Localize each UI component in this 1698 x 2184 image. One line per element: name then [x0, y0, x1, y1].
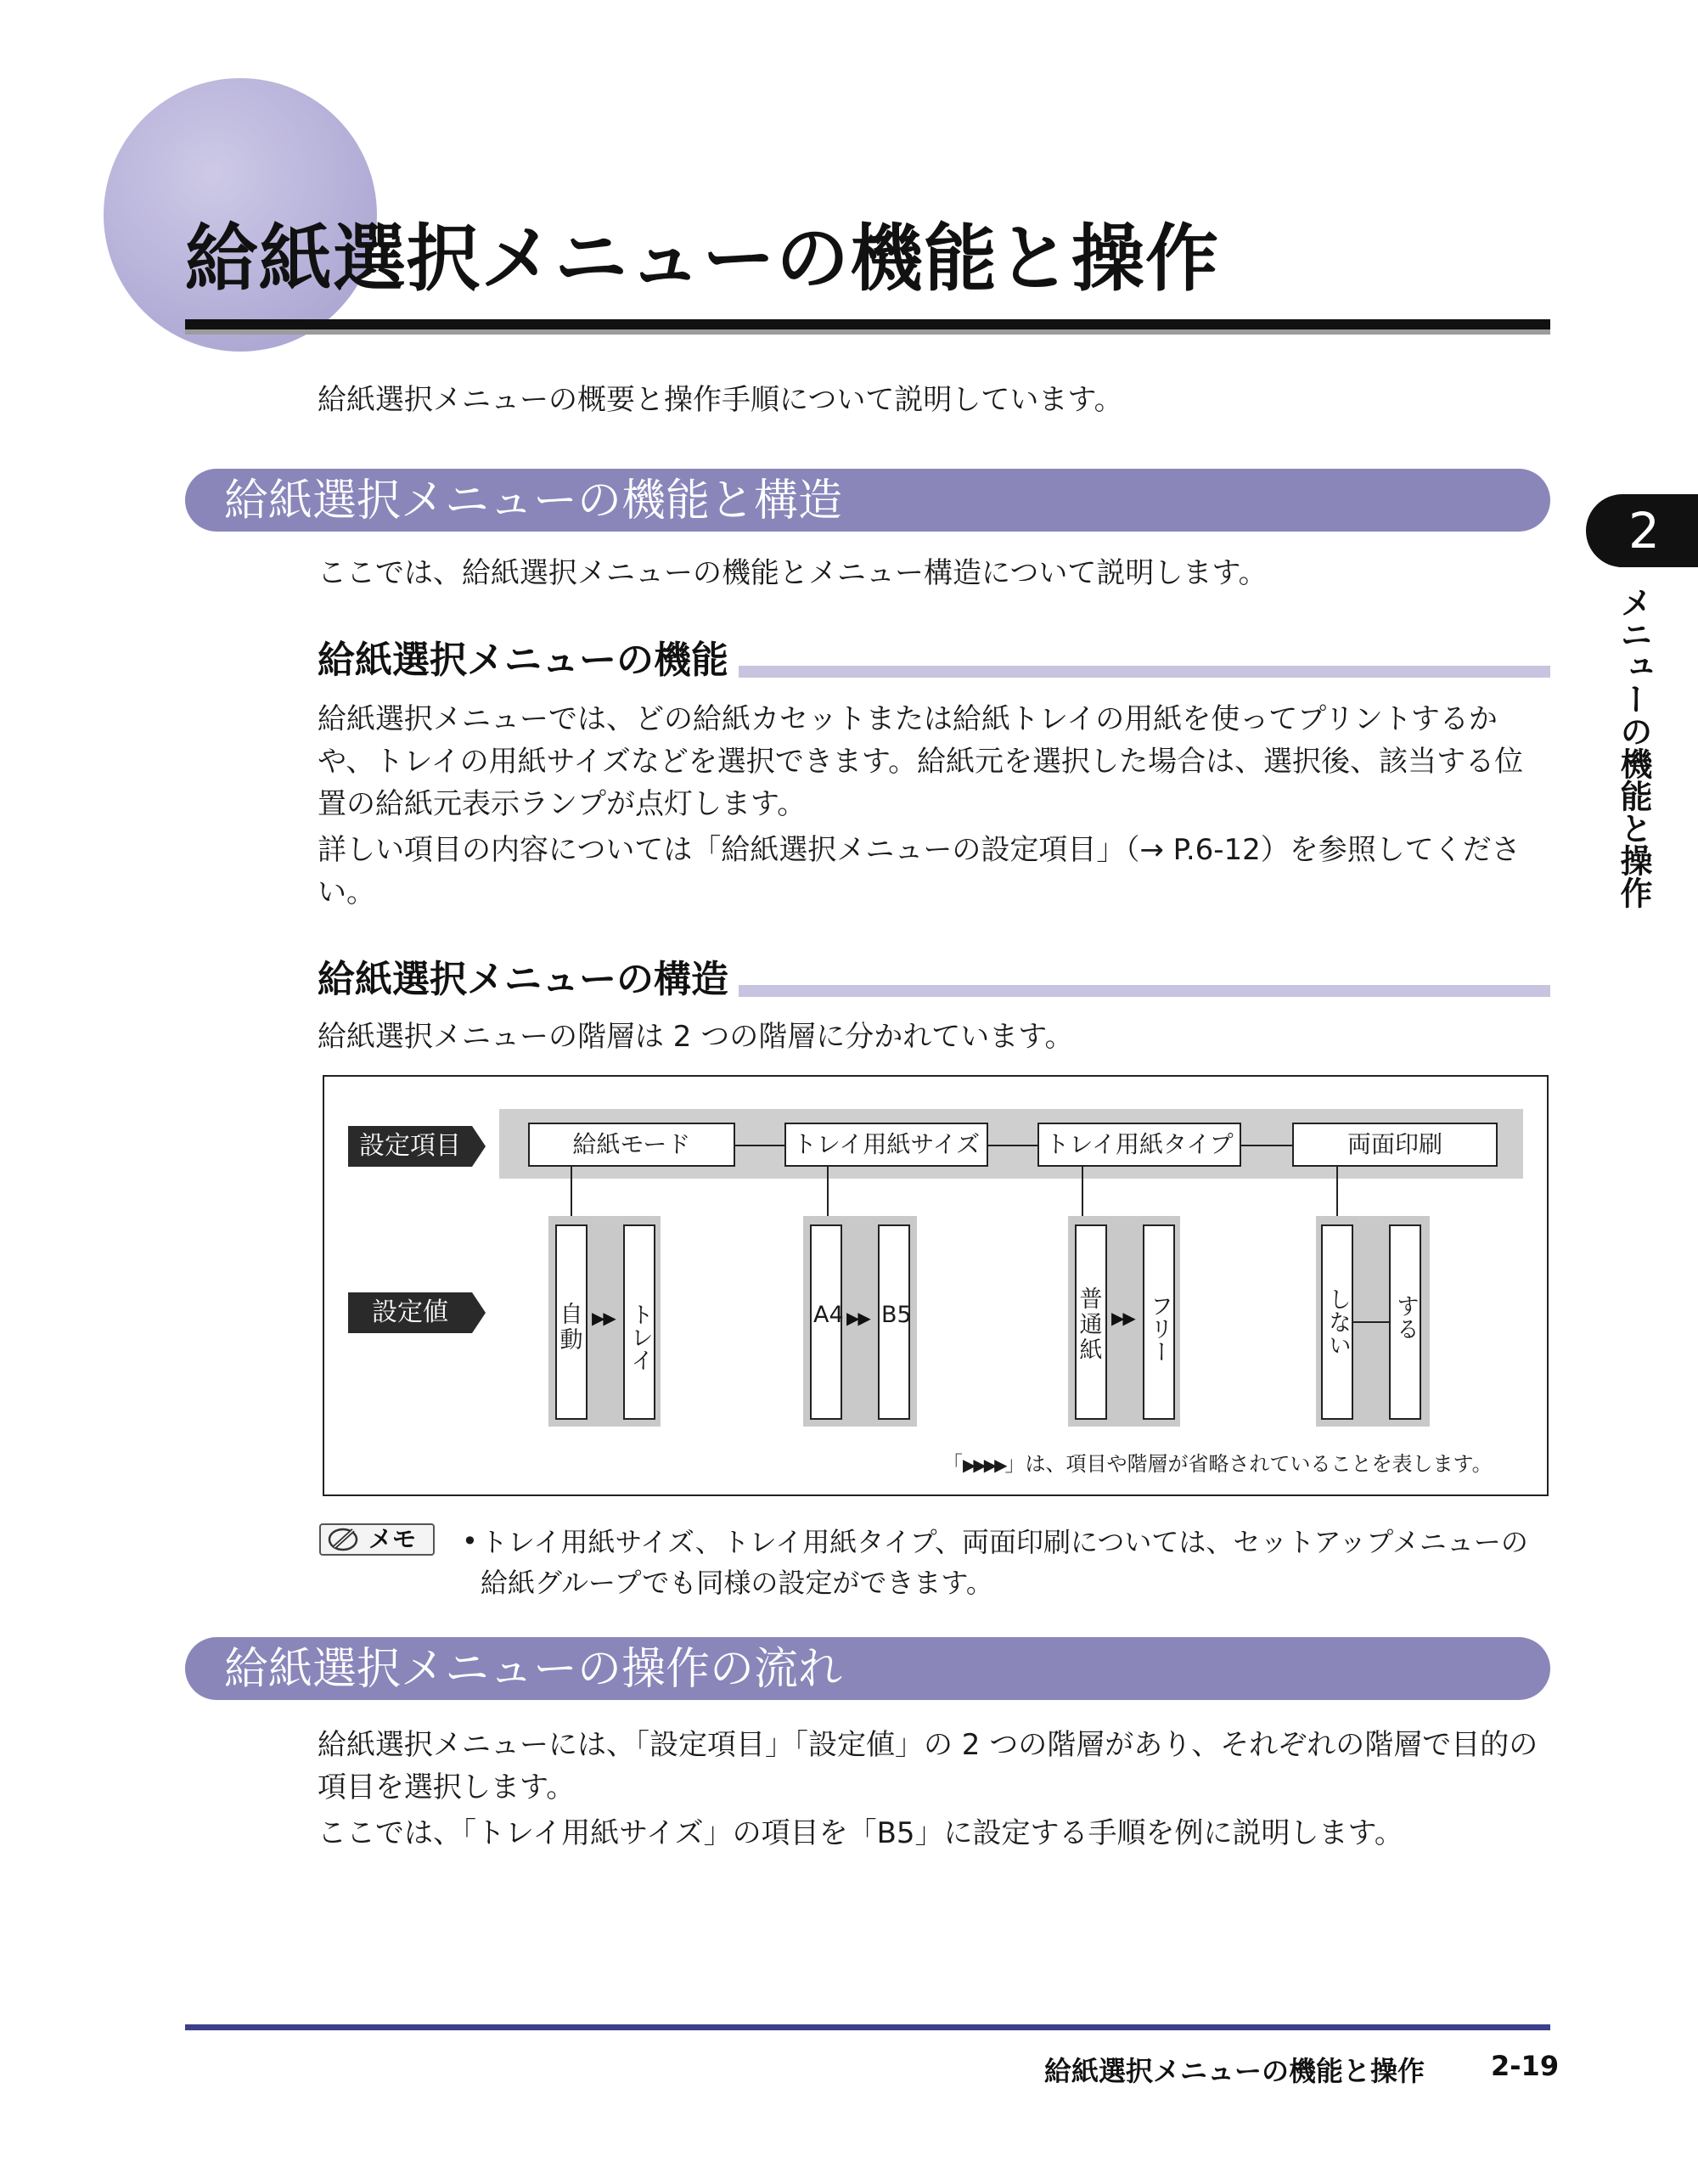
- memo-text: トレイ用紙サイズ、トレイ用紙タイプ、両面印刷については、セットアップメニューの給紙グループでも同様の設定ができます。: [481, 1526, 1528, 1599]
- value-label: B5: [881, 1302, 912, 1328]
- label-setting-values: 設定値: [348, 1292, 472, 1333]
- memo-badge: [319, 1523, 435, 1556]
- connector-line: [735, 1145, 784, 1146]
- chapter-side-title: メニューの機能と操作: [1615, 586, 1652, 909]
- section-header-function-structure: [185, 469, 1550, 532]
- value-a4: [810, 1224, 842, 1420]
- value-label: フリー: [1146, 1294, 1172, 1363]
- item-tray-paper-size: トレイ用紙サイズ: [784, 1123, 988, 1167]
- page-number: 2-19: [1491, 2050, 1560, 2082]
- footer-title: 給紙選択メニューの機能と操作: [1044, 2055, 1425, 2087]
- value-auto: [555, 1224, 588, 1420]
- operation-example-paragraph: ここでは、「トレイ用紙サイズ」の項目を「B5」に設定する手順を例に説明します。: [318, 1816, 1403, 1850]
- value-on: [1389, 1224, 1421, 1420]
- operation-flow-paragraph: 給紙選択メニューには、「設定項目」「設定値」の 2 つの階層があり、それぞれの階層で目的の項目を選択します。: [318, 1728, 1538, 1804]
- page-title: 給紙選択メニューの機能と操作: [185, 217, 1219, 301]
- memo-bullet: •: [462, 1525, 478, 1557]
- chapter-number: 2: [1628, 502, 1660, 560]
- page-intro: 給紙選択メニューの概要と操作手順について説明しています。: [318, 383, 1123, 417]
- value-plain-paper: [1075, 1224, 1107, 1420]
- item-duplex: 両面印刷: [1292, 1123, 1498, 1167]
- connector-line: [1241, 1145, 1292, 1146]
- pencil-note-icon: [328, 1527, 362, 1559]
- subhead-function: 給紙選択メニューの機能: [318, 639, 728, 682]
- chapter-tab[interactable]: [1586, 494, 1698, 567]
- function-reference-paragraph: 詳しい項目の内容については「給紙選択メニューの設定項目」（→ P.6-12）を参照してください。: [318, 833, 1521, 909]
- value-b5: [878, 1224, 910, 1420]
- diagram-legend: [942, 1447, 1493, 1477]
- legend-bracket-open: 「: [942, 1452, 963, 1476]
- section-header-label: 給紙選択メニューの操作の流れ: [224, 1644, 843, 1695]
- value-label: 普通紙: [1079, 1286, 1103, 1364]
- connector-line: [1353, 1321, 1389, 1323]
- value-label: する: [1392, 1294, 1419, 1340]
- value-label: 自動: [559, 1302, 583, 1354]
- section-header-label: 給紙選択メニューの機能と構造: [224, 476, 843, 526]
- item-tray-paper-type: トレイ用紙タイプ: [1037, 1123, 1241, 1167]
- omission-triangles: ▶▶: [592, 1308, 615, 1328]
- connector-line: [988, 1145, 1037, 1146]
- value-label: しない: [1324, 1287, 1351, 1356]
- title-rule-shadow: [185, 329, 1550, 335]
- section1-intro: ここでは、給紙選択メニューの機能とメニュー構造について説明します。: [318, 556, 1268, 590]
- legend-triangles: ▶▶▶▶: [963, 1455, 1005, 1475]
- item-paper-mode: 給紙モード: [528, 1123, 735, 1167]
- structure-paragraph: 給紙選択メニューの階層は 2 つの階層に分かれています。: [318, 1020, 1074, 1054]
- title-decoration-circle: [104, 78, 377, 352]
- footer-rule: [185, 2024, 1550, 2030]
- value-off: [1321, 1224, 1353, 1420]
- value-free: [1143, 1224, 1175, 1420]
- legend-text: 」は、項目や階層が省略されていることを表します。: [1004, 1452, 1493, 1476]
- value-label: トレイ: [627, 1303, 653, 1371]
- omission-triangles: ▶▶: [1111, 1308, 1134, 1328]
- section-header-operation-flow: [185, 1637, 1550, 1700]
- omission-triangles: ▶▶: [846, 1308, 869, 1328]
- function-paragraph: 給紙選択メニューでは、どの給紙カセットまたは給紙トレイの用紙を使ってプリントするかや、トレイの用紙サイズなどを選択できます。給紙元を選択した場合は、選択後、該当する位置の給紙元表示ランプが点灯します。: [318, 702, 1524, 821]
- subhead-underline: [739, 666, 1550, 678]
- memo-label: メモ: [368, 1525, 417, 1553]
- value-tray: [623, 1224, 655, 1420]
- label-setting-items: 設定項目: [348, 1126, 472, 1167]
- title-rule: [185, 319, 1550, 329]
- subhead-underline: [739, 985, 1550, 997]
- value-label: A4: [813, 1302, 844, 1328]
- subhead-structure: 給紙選択メニューの構造: [318, 958, 728, 1001]
